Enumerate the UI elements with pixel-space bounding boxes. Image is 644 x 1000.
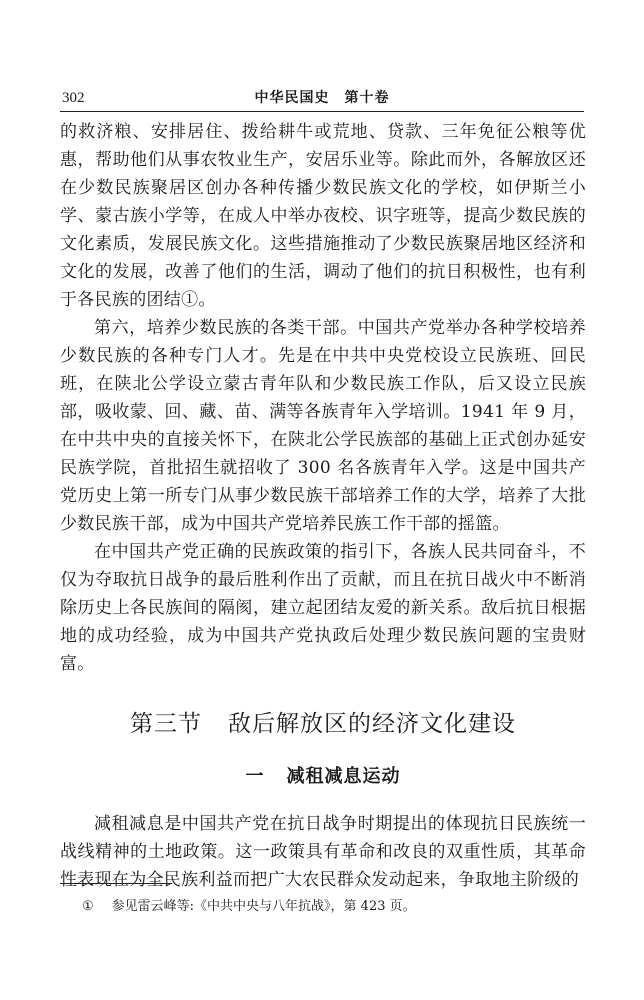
section-title: 敌后解放区的经济文化建设 [228, 711, 516, 737]
footnote-rule [60, 883, 172, 884]
page-number: 302 [62, 90, 85, 106]
paragraph-3: 在中国共产党正确的民族政策的指引下，各族人民共同奋斗，不仅为夺取抗日战争的最后胜利作出了贡献，而且在抗日战火中不断消除历史上各民族间的隔阂，建立起团结友爱的新关系。敌后抗日根据地的成功经验，成为中国共产党执政后处理少数民族问题的宝贵财富。 [60, 542, 586, 674]
section-heading [60, 708, 586, 740]
footnote-text: 参见雷云峰等:《中共中央与八年抗战》，第 423 页。 [111, 899, 416, 914]
paragraph-1: 的救济粮、安排居住、拨给耕牛或荒地、贷款、三年免征公粮等优惠，帮助他们从事农牧业生产，安居乐业等。除此而外，各解放区还在少数民族聚居区创办各种传播少数民族文化的学校，如伊斯兰小学、蒙古族小学等，在成人中举办夜校、识字班等，提高少数民族的文化素质，发展民族文化。这些措施推动了少数民族聚居地区经济和文化的发展，改善了他们的生活，调动了他们的抗日积极性，也有利于各民族的团结①。 [60, 122, 586, 310]
header-rule [60, 111, 584, 112]
subsection-number: 一 [245, 766, 265, 787]
footnote [82, 897, 416, 917]
subsection-heading [60, 764, 586, 790]
section-number: 第三节 [130, 711, 202, 737]
book-title: 中华民国史 第十卷 [254, 90, 390, 106]
paragraph-2: 第六，培养少数民族的各类干部。中国共产党举办各种学校培养少数民族的各种专门人才。先是在中共中央党校设立民族班、回民班，在陕北公学设立蒙古青年队和少数民族工作队，后又设立民族部，吸收蒙、回、藏、苗、满等各族青年入学培训。1941 年 9 月，在中共中央的直接关怀下，在陕北公学民族部的基础上正式创办延安民族学院，首批招生就招收了 300 名各族青年入学。这是中国共产党历史上第一所专门从事少数民族干部培养工作的大学，培养了大批少数民族干部，成为中国共产党培养民族工作干部的摇篮。 [60, 318, 586, 534]
paragraph-4: 减租减息是中国共产党在抗日战争时期提出的体现抗日民族统一战线精神的土地政策。这一政策具有革命和改良的双重性质，其革命性表现在为全民族利益而把广大农民群众发动起来，争取地主阶级的 [60, 814, 586, 890]
running-header [62, 88, 582, 108]
subsection-title: 减租减息运动 [286, 766, 401, 787]
footnote-mark: ① [82, 899, 94, 914]
body-text [60, 118, 586, 894]
